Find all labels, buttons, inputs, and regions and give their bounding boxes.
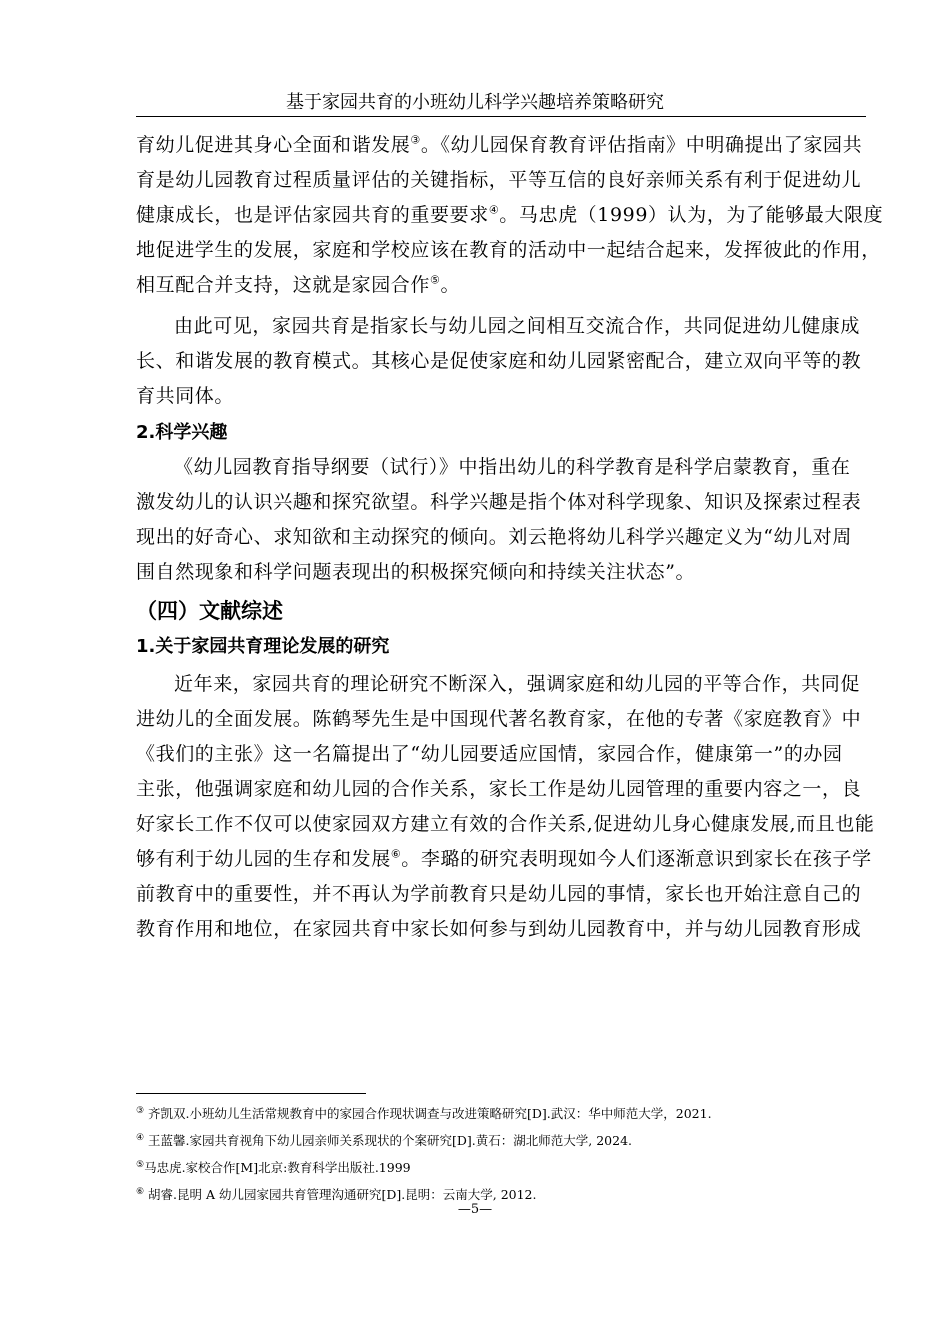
text-line: 够有利于幼儿园的生存和发展⑥。李璐的研究表明现如今人们逐渐意识到家长在孩子学	[136, 847, 872, 870]
footnote-mark: ⑤	[136, 1159, 145, 1170]
text-line: 前教育中的重要性，并不再认为学前教育只是幼儿园的事情，家长也开始注意自己的	[136, 883, 862, 905]
footnote-item: ④ 王蓝馨.家园共育视角下幼儿园亲师关系现状的个案研究[D].黄石：湖北师范大学, 2024.	[136, 1132, 633, 1148]
text-line: 相互配合并支持，这就是家园合作⑤。	[136, 273, 461, 296]
text-line: 近年来，家园共育的理论研究不断深入，强调家庭和幼儿园的平等合作，共同促	[174, 673, 861, 695]
footnote-mark: ③	[136, 1105, 145, 1116]
text-line: 健康成长，也是评估家园共育的重要要求④。马忠虎（1999）认为，为了能够最大限度	[136, 203, 884, 226]
footnote-item: ⑥ 胡睿.昆明 A 幼儿园家园共育管理沟通研究[D].昆明：云南大学, 2012.	[136, 1186, 537, 1202]
text-line: 地促进学生的发展，家庭和学校应该在教育的活动中一起结合起来，发挥彼此的作用，	[136, 239, 881, 261]
footnote-mark: ⑥	[136, 1186, 145, 1197]
running-header: 基于家园共育的小班幼儿科学兴趣培养策略研究	[286, 92, 664, 113]
text-line: 现出的好奇心、求知欲和主动探究的倾向。刘云艳将幼儿科学兴趣定义为“幼儿对周	[136, 526, 852, 548]
paragraph-summary	[136, 309, 866, 414]
section-heading-theory-research: 1.关于家园共育理论发展的研究	[136, 636, 390, 657]
header-rule	[136, 116, 866, 117]
page-body	[136, 128, 884, 947]
section-heading-science-interest: 2.科学兴趣	[136, 422, 228, 443]
text-line: 主张，他强调家庭和幼儿园的合作关系，家长工作是幼儿园管理的重要内容之一，良	[136, 778, 862, 800]
text-line: 由此可见，家园共育是指家长与幼儿园之间相互交流合作，共同促进幼儿健康成	[174, 315, 861, 337]
text-line: 围自然现象和科学问题表现出的积极探究倾向和持续关注状态”。	[136, 561, 696, 583]
text-line: 育共同体。	[136, 385, 235, 407]
text-line: 《我们的主张》这一名篇提出了“幼儿园要适应国情，家园合作，健康第一”的办园	[136, 743, 843, 765]
footnote-ref[interactable]: ④	[488, 203, 500, 217]
footnote-mark: ④	[136, 1132, 145, 1143]
footnotes	[136, 1100, 866, 1208]
section-heading-literature-review: （四）文献综述	[136, 599, 283, 623]
footnote-ref[interactable]: ⑥	[390, 847, 402, 861]
paragraph-family-school-definition	[136, 128, 884, 303]
footnote-ref[interactable]: ③	[410, 133, 421, 147]
text-line: 教育作用和地位，在家园共育中家长如何参与到幼儿园教育中，并与幼儿园教育形成	[136, 918, 862, 940]
footnote-item: ③ 齐凯双.小班幼儿生活常规教育中的家园合作现状调查与改进策略研究[D].武汉：华中师范大学，2021.	[136, 1105, 712, 1121]
text-line: 激发幼儿的认识兴趣和探究欲望。科学兴趣是指个体对科学现象、知识及探索过程表	[136, 491, 862, 513]
footnote-separator	[136, 1093, 366, 1094]
text-line: 《幼儿园教育指导纲要（试行）》中指出幼儿的科学教育是科学启蒙教育，重在	[174, 456, 851, 478]
text-line: 进幼儿的全面发展。陈鹤琴先生是中国现代著名教育家，在他的专著《家庭教育》中	[136, 708, 862, 730]
text-line: 育是幼儿园教育过程质量评估的关键指标，平等互信的良好亲师关系有利于促进幼儿	[136, 169, 862, 191]
paragraph-theory-research	[136, 667, 875, 947]
page-number: —5—	[457, 1202, 493, 1217]
footnote-ref[interactable]: ⑤	[430, 273, 441, 287]
text-line: 长、和谐发展的教育模式。其核心是促使家庭和幼儿园紧密配合，建立双向平等的教	[136, 350, 862, 372]
paragraph-science-interest	[136, 450, 866, 590]
footnote-item: ⑤马忠虎.家校合作[M]北京:教育科学出版社.1999	[136, 1159, 411, 1175]
text-line: 好家长工作不仅可以使家园双方建立有效的合作关系,促进幼儿身心健康发展,而且也能	[136, 813, 875, 835]
text-line: 育幼儿促进其身心全面和谐发展③。《幼儿园保育教育评估指南》中明确提出了家园共	[136, 133, 863, 156]
